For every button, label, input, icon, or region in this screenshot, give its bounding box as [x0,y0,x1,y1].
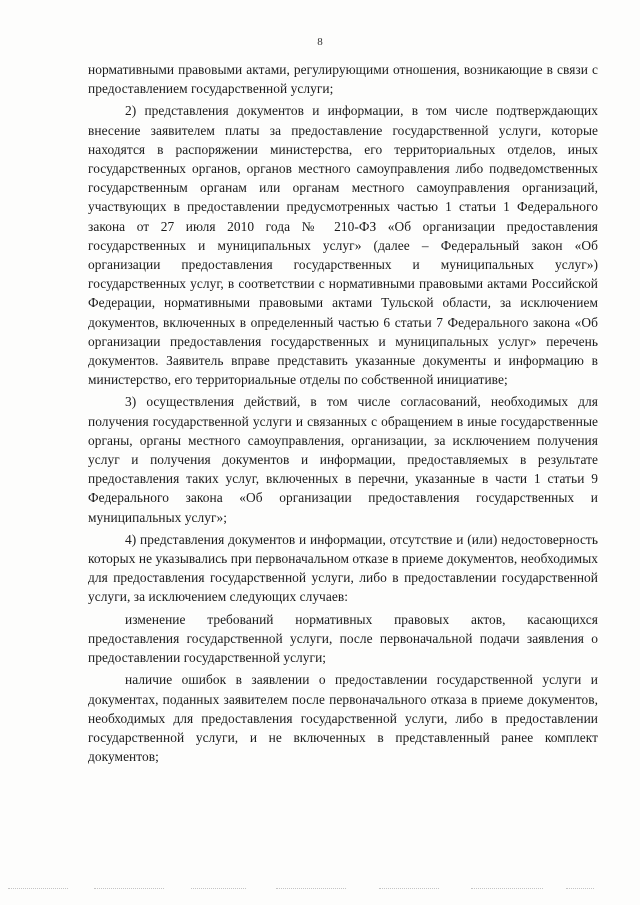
paragraph-item-3: 3) осуществления действий, в том числе согласований, необходимых для получения государственной услуги и связанных с обращением в иные государственные органы, органы местного самоуправления, организации, за исключением получения услуг и получения документов и информации, предоставляемых в результате предоставления таких услуг, включенных в перечни, указанные в части 1 статьи 9 Федерального закона «Об организации предоставления государственных и муниципальных услуг»; [88,394,598,525]
page-number: 8 [317,36,323,48]
paragraph-case-requirements-change: изменение требований нормативных правовых актов, касающихся предоставления государственной услуги, после первоначальной подачи заявления о предоставлении государственной услуги; [88,611,598,666]
paragraph-case-errors: наличие ошибок в заявлении о предоставлении государственной услуги и документах, поданных заявителем после первоначального отказа в приеме документов, необходимых для предоставления государственной услуги, либо в предоставлении государственной услуги, и не включенных в представленный ранее комплект документов; [88,672,598,765]
paragraph-item-4: 4) представления документов и информации, отсутствие и (или) недостоверность которых не указывались при первоначальном отказе в приеме документов, необходимых для предоставления государственной услуги, либо в предоставлении государственной услуги, за исключением следующих случаев: [88,531,598,605]
paragraph-item-2: 2) представления документов и информации, в том числе подтверждающих внесение заявителем платы за предоставление государственной услуги, которые находятся в распоряжении министерства, его территориальных отделов, иных государственных органов, органов местного самоуправления либо подведомственных государственным органам или органам местного самоуправления организаций, участвующих в предоставлении предусмотренных частью 1 статьи 1 Федерального закона от 27 июля 2010 года № 210-ФЗ «Об организации предоставления государственных и муниципальных услуг» (далее – Федеральный закон «Об организации предоставления государственных и муниципальных услуг») государственных услуг, в соответствии с нормативными правовыми актами Российской Федерации, нормативными правовыми актами Тульской области, за исключением документов, включенных в определенный частью 6 статьи 7 Федерального закона «Об организации предоставления государственных и муниципальных услуг» перечень документов. Заявитель вправе представить указанные документы и информацию в министерство, его территориальные отделы по собственной инициативе; [88,103,598,388]
document-body [88,60,598,769]
scan-edge-artifact [0,886,640,894]
paragraph-continuation: нормативными правовыми актами, регулирующими отношения, возникающие в связи с предоставлением государственной услуги; [88,62,598,97]
